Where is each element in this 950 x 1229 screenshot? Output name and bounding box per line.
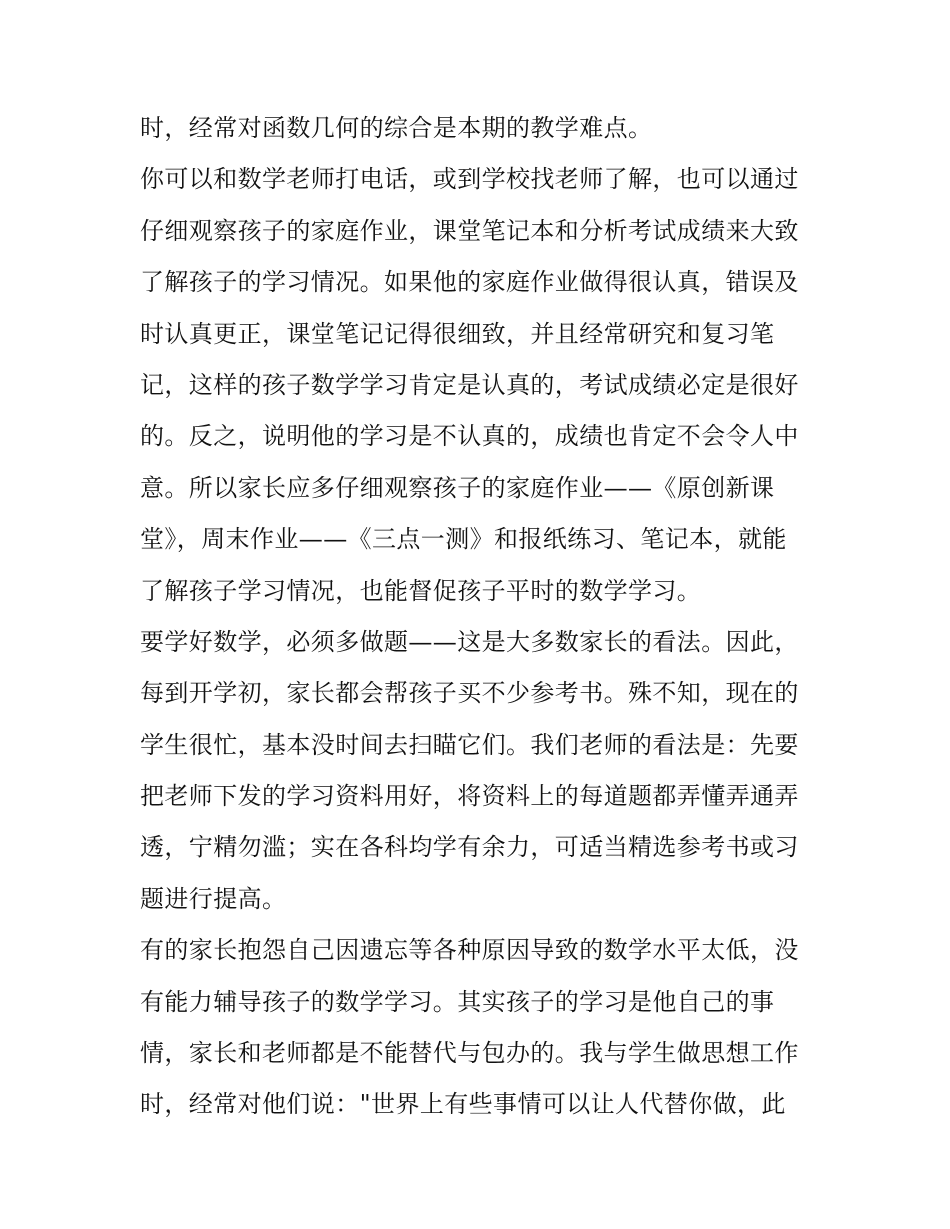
text-line: 仔细观察孩子的家庭作业，课堂笔记本和分析考试成绩来大致: [140, 216, 799, 245]
text-line: 时，经常对他们说："世界上有些事情可以让人代替你做，此: [140, 1090, 786, 1119]
text-line: 时认真更正，课堂笔记记得很细致，并且经常研究和复习笔: [140, 319, 775, 348]
text-line: 了解孩子的学习情况。如果他的家庭作业做得很认真，错误及: [140, 268, 799, 297]
text-line: 题进行提高。: [140, 884, 287, 913]
text-line: 了解孩子学习情况，也能督促孩子平时的数学学习。: [140, 576, 702, 605]
text-line: 的。反之，说明他的学习是不认真的，成绩也肯定不会令人中: [140, 422, 799, 451]
text-line: 有能力辅导孩子的数学学习。其实孩子的学习是他自己的事: [140, 987, 775, 1016]
text-line: 学生很忙，基本没时间去扫瞄它们。我们老师的看法是：先要: [140, 730, 799, 759]
text-line: 每到开学初，家长都会帮孩子买不少参考书。殊不知，现在的: [140, 679, 799, 708]
body-text: [140, 103, 830, 1131]
text-line: 有的家长抱怨自己因遗忘等各种原因导致的数学水平太低，没: [140, 936, 799, 965]
text-line: 意。所以家长应多仔细观察孩子的家庭作业——《原创新课: [140, 473, 775, 502]
text-line: 堂》，周末作业——《三点一测》和报纸练习、笔记本，就能: [140, 525, 787, 554]
text-line: 要学好数学，必须多做题——这是大多数家长的看法。因此，: [140, 627, 799, 656]
text-line: 记，这样的孩子数学学习肯定是认真的，考试成绩必定是很好: [140, 370, 799, 399]
text-line: 把老师下发的学习资料用好，将资料上的每道题都弄懂弄通弄: [140, 782, 799, 811]
text-line: 时，经常对函数几何的综合是本期的教学难点。: [140, 114, 653, 142]
text-line: 透，宁精勿滥；实在各科均学有余力，可适当精选参考书或习: [140, 833, 799, 862]
text-line: 情，家长和老师都是不能替代与包办的。我与学生做思想工作: [140, 1039, 799, 1068]
text-line: 你可以和数学老师打电话，或到学校找老师了解，也可以通过: [140, 165, 799, 194]
